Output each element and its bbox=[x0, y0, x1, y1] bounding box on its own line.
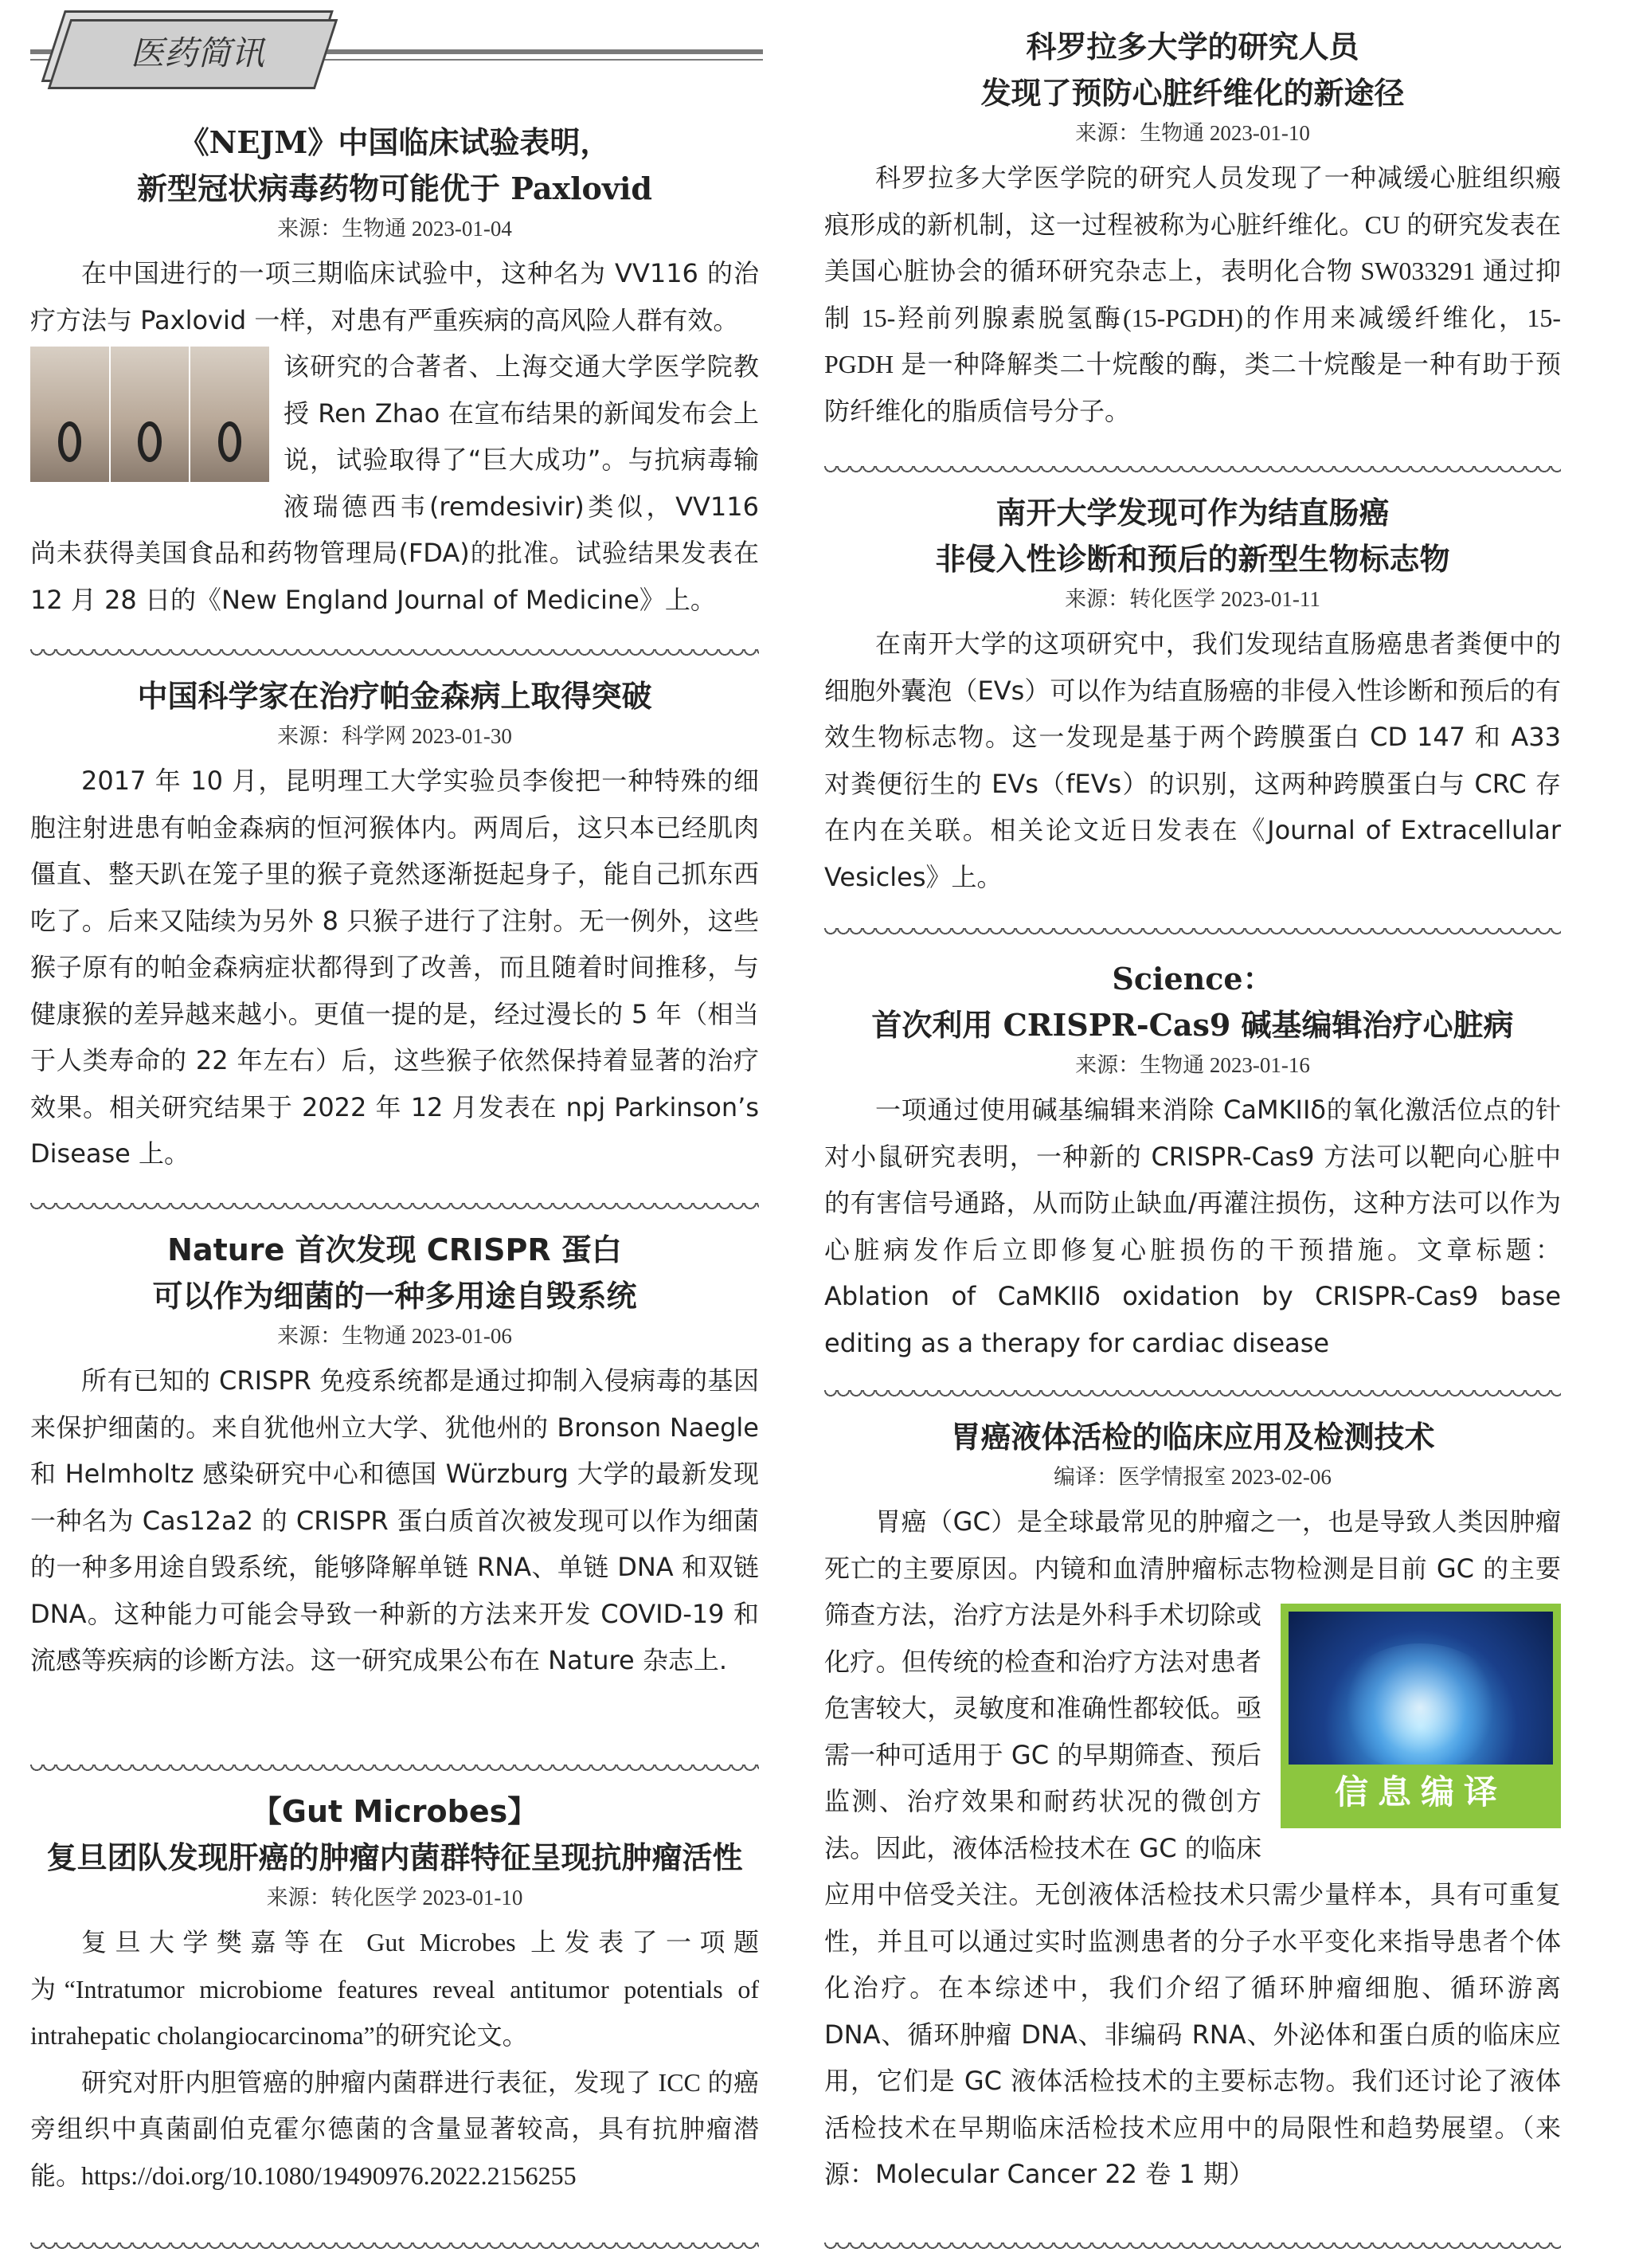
article-paragraph: 该研究的合著者、上海交通大学医学院教授 Ren Zhao 在宣布结果的新闻发布会上说，试验取得了“巨大成功”。与抗病毒输液瑞德西韦(remdesivir)类似，VV116 尚未获得美国食品和药物管理局(FDA)的批准。试验结果发表在 12 月 28 日的《New England Journal of Medicine》上。 bbox=[30, 351, 759, 615]
article-paragraph: 2017 年 10 月，昆明理工大学实验员李俊把一种特殊的细胞注射进患有帕金森病的恒河猴体内。两周后，这只本已经肌肉僵直、整天趴在笼子里的猴子竟然逐渐挺起身子，能自己抓东西吃了。后来又陆续为另外 8 只猴子进行了注射。无一例外，这些猴子原有的帕金森病症状都得到了改善，而且随着时间推移，与健康猴的差异越来越小。更值一提的是，经过漫长的 5 年（相当于人类寿命的 22 年左右）后，这些猴子依然保持着显著的治疗效果。相关研究结果于 2022 年 12 月发表在 npj Parkinson’s Disease 上。 bbox=[30, 766, 759, 1169]
article-source: 来源：科学网 2023-01-30 bbox=[277, 724, 512, 748]
article-nankai bbox=[824, 490, 1561, 900]
article-title: 中国科学家在治疗帕金森病上取得突破 bbox=[137, 678, 652, 714]
article-title: 《NEJM》中国临床试验表明， 新型冠状病毒药物可能优于 Paxlovid bbox=[137, 124, 652, 206]
photo bbox=[30, 347, 109, 482]
photo bbox=[190, 347, 269, 482]
article-source: 来源：生物通 2023-01-04 bbox=[277, 217, 512, 241]
article-paragraph: 在南开大学的这项研究中，我们发现结直肠癌患者粪便中的细胞外囊泡（EVs）可以作为结直肠癌的非侵入性诊断和预后的有效生物标志物。这一发现是基于两个跨膜蛋白 CD 147 和 A33 对粪便衍生的 EVs（fEVs）的识别，这两种跨膜蛋白与 CRC 存在内在关联。相关论文近日发表在《Journal of Extracellular Vesicles》上。 bbox=[824, 629, 1561, 892]
article-source: 来源：转化医学 2023-01-10 bbox=[266, 1886, 523, 1910]
wavy-divider bbox=[824, 928, 1561, 936]
wavy-divider bbox=[824, 2243, 1561, 2250]
article-paragraph: 所有已知的 CRISPR 免疫系统都是通过抑制入侵病毒的基因来保护细菌的。来自犹他州立大学、犹他州的 Bronson Naegle 和 Helmholtz 感染研究中心和德国 Würzburg 大学的最新发现一种名为 Cas12a2 的 CRISPR 蛋白质首次被发现可以作为细菌的一种多用途自毁系统，能够降解单链 RNA、单链 DNA 和双链 DNA。这种能力可能会导致一种新的方法来开发 COVID-19 和流感等疾病的诊断方法。这一研究成果公布在 Nature 杂志上. bbox=[30, 1365, 759, 1675]
article-paragraph: 复旦大学樊嘉等在 Gut Microbes 上发表了一项题为“Intratumor microbiome features reveal antitumor potentials of intrahepatic cholangiocarcinoma”的研究论文。 bbox=[30, 1928, 759, 2050]
article-paragraph: 在中国进行的一项三期临床试验中，这种名为 VV116 的治疗方法与 Paxlovid 一样，对患有严重疾病的高风险人群有效。 bbox=[30, 258, 759, 335]
article-source: 来源：生物通 2023-01-10 bbox=[1075, 121, 1310, 145]
wavy-divider bbox=[30, 2243, 759, 2250]
article-parkinson bbox=[30, 673, 759, 1177]
article-paragraph: 一项通过使用碱基编辑来消除 CaMKIIδ的氧化激活位点的针对小鼠研究表明，一种新的 CRISPR-Cas9 方法可以靶向心脏中的有害信号通路，从而防止缺血/再灌注损伤，这种方法可以作为心脏病发作后立即修复心脏损伤的干预措施。文章标题：Ablation of CaMKIIδ oxidation by CRISPR-Cas9 base editing as a therapy for cardiac disease bbox=[824, 1095, 1561, 1358]
wavy-divider bbox=[30, 649, 759, 657]
article-colorado bbox=[824, 24, 1561, 434]
article-gastric bbox=[824, 1414, 1561, 2198]
article-paragraph: 胃癌（GC）是全球最常见的肿瘤之一，也是导致人类因肿瘤死亡的主要原因。内镜和血清肿瘤标志物检测是目前 GC 的主要筛查方法，治疗方法是外科手术切除或化疗。但传统的检查和治疗方法对患者危害较大，灵敏度和准确性都较低。亟需一种可适用于 GC 的早期筛查、预后监测、治疗效果和耐药状况的微创方法。因此，液体活检技术在 GC 的临床应用中倍受关注。无创液体活检技术只需少量样本，具有可重复性，并且可以通过实时监测患者的分子水平变化来指导患者个体化治疗。在本综述中，我们介绍了循环肿瘤细胞、循环游离 DNA、循环肿瘤 DNA、非编码 RNA、外泌体和蛋白质的临床应用，它们是 GC 液体活检技术的主要标志物。我们还讨论了液体活检技术在早期临床活检技术应用中的局限性和趋势展望。（来源：Molecular Cancer 22 卷 1 期） bbox=[824, 1506, 1561, 2189]
article-source: 编译：医学情报室 2023-02-06 bbox=[1054, 1465, 1332, 1489]
wavy-divider bbox=[30, 1203, 759, 1211]
section-header bbox=[30, 14, 763, 91]
section-tab-label: 医药简讯 bbox=[130, 33, 264, 72]
article-gut-microbes bbox=[30, 1788, 759, 2199]
article-nejm bbox=[30, 119, 759, 623]
article-paragraph: 研究对肝内胆管癌的肿瘤内菌群进行表征，发现了 ICC 的癌旁组织中真菌副伯克霍尔德菌的含量显著较高，具有抗肿瘤潜能。https://doi.org/10.1080/19490976.2022.2156255 bbox=[30, 2067, 759, 2190]
article-title: 南开大学发现可作为结直肠癌 非侵入性诊断和预后的新型生物标志物 bbox=[935, 495, 1450, 577]
article-title: Nature 首次发现 CRISPR 蛋白 可以作为细菌的一种多用途自毁系统 bbox=[152, 1232, 637, 1314]
wavy-divider bbox=[824, 466, 1561, 474]
image-caption: 信息编译 bbox=[1289, 1765, 1553, 1820]
article-science bbox=[824, 956, 1561, 1366]
article-title: Science： 首次利用 CRISPR-Cas9 碱基编辑治疗心脏病 bbox=[871, 961, 1514, 1043]
article-title: 科罗拉多大学的研究人员 发现了预防心脏纤维化的新途径 bbox=[980, 29, 1405, 111]
article-crispr bbox=[30, 1227, 759, 1684]
article-paragraph: 科罗拉多大学医学院的研究人员发现了一种减缓心脏组织瘢痕形成的新机制，这一过程被称为心脏纤维化。CU 的研究发表在美国心脏协会的循环研究杂志上，表明化合物 SW033291 通过抑制 15-羟前列腺素脱氢酶(15-PGDH)的作用来减缓纤维化，15-PGDH 是一种降解类二十烷酸的酶，类二十烷酸是一种有助于预防纤维化的脂质信号分子。 bbox=[824, 163, 1561, 425]
article-source: 来源：转化医学 2023-01-11 bbox=[1065, 587, 1320, 611]
article-title: 【Gut Microbes】 复旦团队发现肝癌的肿瘤内菌群特征呈现抗肿瘤活性 bbox=[46, 1794, 743, 1875]
monitor-device-photos bbox=[30, 347, 269, 482]
article-source: 来源：生物通 2023-01-16 bbox=[1075, 1053, 1310, 1077]
photo bbox=[111, 347, 190, 482]
globe-graphic bbox=[1336, 1643, 1504, 1771]
wavy-divider bbox=[30, 1765, 759, 1772]
info-translation-image bbox=[1281, 1604, 1561, 1828]
wavy-divider bbox=[824, 1390, 1561, 1398]
article-title: 胃癌液体活检的临床应用及检测技术 bbox=[950, 1419, 1435, 1455]
article-source: 来源：生物通 2023-01-06 bbox=[277, 1324, 512, 1348]
